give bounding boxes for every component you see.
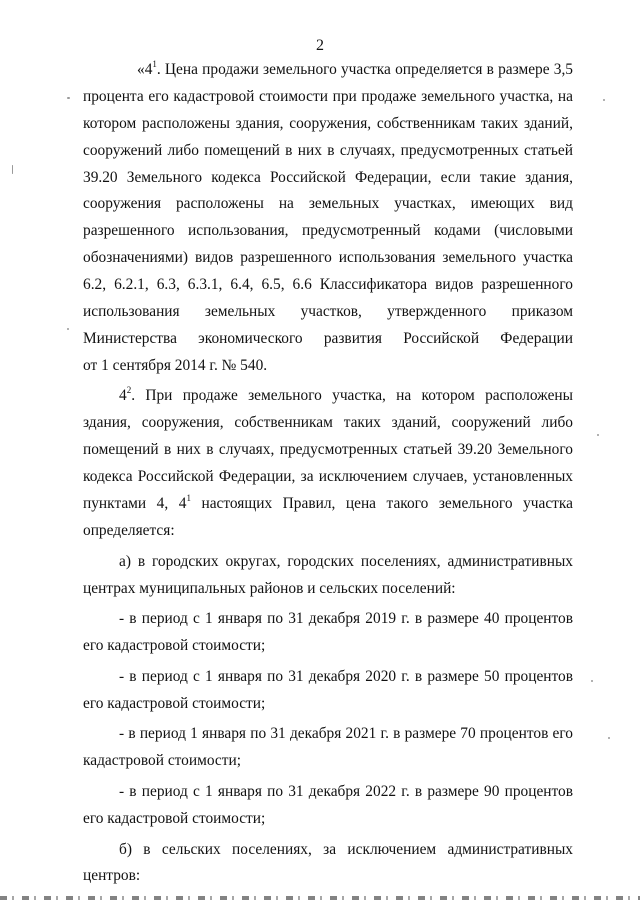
text-line: кадастровой стоимости; (83, 752, 241, 770)
scan-speck (12, 165, 13, 174)
text-line: $4^2$. При продаже земельного участка, на котором расположены (119, 385, 573, 405)
scan-speck (603, 99, 605, 101)
scan-speck (591, 680, 593, 682)
text-line: помещений в них в случаях, предусмотренных статьей 39.20 Земельного (83, 441, 573, 459)
scan-speck (67, 97, 70, 99)
text-line: его кадастровой стоимости; (83, 694, 266, 712)
paragraph (83, 721, 573, 775)
text-line: «$4^1$. Цена продажи земельного участка определяется в размере 3,5 (137, 59, 573, 78)
text-line: его кадастровой стоимости; (83, 809, 266, 827)
text-line: разрешенного использования, предусмотренный кодами (числовыми (83, 222, 573, 240)
paragraph (83, 606, 573, 660)
text-line: сооружений либо помещений в них в случаях, предусмотренных статьей (83, 141, 573, 159)
text-line: процента его кадастровой стоимости при продаже земельного участка, на (83, 87, 573, 105)
scan-speck (608, 737, 610, 739)
text-line: - в период с 1 января по 31 декабря 2019 г. в размере 40 процентов (119, 610, 573, 628)
text-line: пунктами 4, $4^1$ настоящих Правил, цена такого земельного участка (83, 493, 573, 513)
text-line: его кадастровой стоимости; (83, 637, 266, 655)
text-line: обозначениями) видов разрешенного использования земельного участка (83, 249, 573, 267)
text-line: 39.20 Земельного кодекса Российской Федерации, если такие здания, (83, 168, 573, 186)
text-line: использования земельных участков, утвержденного приказом (83, 303, 573, 321)
document-body (83, 57, 573, 890)
paragraph (83, 57, 573, 380)
superscript: 2 (126, 385, 132, 396)
paragraph (83, 383, 573, 544)
text-line: а) в городских округах, городских поселениях, административных (119, 552, 573, 570)
text-line: кодекса Российской Федерации, за исключением случаев, установленных (83, 468, 573, 486)
page-number: 2 (316, 37, 324, 54)
paragraph (83, 664, 573, 718)
superscript: 1 (186, 493, 191, 504)
text-line: 6.2, 6.2.1, 6.3, 6.3.1, 6.4, 6.5, 6.6 Классификатора видов разрешенного (83, 276, 573, 294)
text-line: от 1 сентября 2014 г. № 540. (83, 356, 268, 374)
paragraph (83, 779, 573, 833)
text-line: - в период с 1 января по 31 декабря 2022 г. в размере 90 процентов (119, 782, 573, 800)
scan-speck (597, 434, 599, 436)
text-line: центров: (83, 867, 141, 885)
paragraph (83, 549, 573, 603)
text-line: сооружения расположены на земельных участках, имеющих вид (83, 195, 573, 213)
text-line: котором расположены здания, сооружения, собственникам таких зданий, (83, 114, 573, 132)
text-line: Министерства экономического развития Российской Федерации (83, 329, 573, 347)
superscript: 1 (152, 59, 157, 69)
text-line: б) в сельских поселениях, за исключением административных (119, 840, 573, 858)
text-line: центрах муниципальных районов и сельских поселений: (83, 579, 456, 597)
scan-edge (0, 896, 640, 900)
scan-speck (67, 328, 69, 330)
text-line: определяется: (83, 521, 175, 539)
text-line: - в период 1 января по 31 декабря 2021 г. в размере 70 процентов его (119, 725, 573, 743)
text-line: - в период с 1 января по 31 декабря 2020 г. в размере 50 процентов (119, 667, 573, 685)
text-line: здания, сооружения, собственникам таких зданий, сооружений либо (83, 414, 573, 432)
paragraph (83, 837, 573, 891)
